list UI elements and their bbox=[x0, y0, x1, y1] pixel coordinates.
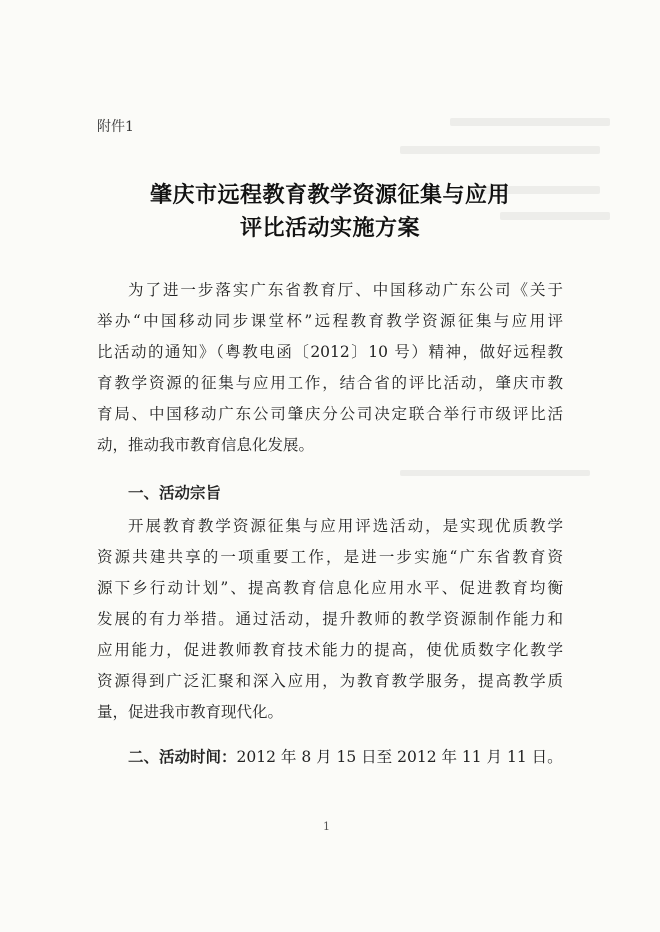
paragraph-line: 育局、中国移动广东公司肇庆分公司决定联合举行市级评比活 bbox=[97, 405, 563, 423]
paragraph-line: 应用能力，促进教师教育技术能力的提高，使优质数字化教学 bbox=[97, 641, 563, 659]
section-1-heading: 一、活动宗旨 bbox=[128, 483, 222, 502]
bleed-through-mark bbox=[400, 146, 600, 154]
document-title-line-1: 肇庆市远程教育教学资源征集与应用 bbox=[149, 182, 510, 208]
section-2 bbox=[97, 741, 563, 772]
paragraph-line: 举办“中国移动同步课堂杯”远程教育教学资源征集与应用评 bbox=[97, 312, 563, 330]
section-1 bbox=[97, 477, 563, 508]
paragraph-line: 资源得到广泛汇聚和深入应用，为教育教学服务，提高教学质 bbox=[97, 672, 563, 690]
section-2-text: 2012 年 8 月 15 日至 2012 年 11 月 11 日。 bbox=[236, 748, 563, 766]
paragraph-line: 发展的有力举措。通过活动，提升教师的教学资源制作能力和 bbox=[97, 610, 563, 628]
paragraph-line: 比活动的通知》（粤教电函〔2012〕10 号）精神，做好远程教 bbox=[97, 343, 563, 361]
paragraph-line: 源下乡行动计划”、提高教育信息化应用水平、促进教育均衡 bbox=[97, 579, 563, 597]
bleed-through-mark bbox=[400, 470, 590, 476]
purpose-paragraph bbox=[97, 511, 563, 728]
paragraph-line: 为了进一步落实广东省教育厅、中国移动广东公司《关于 bbox=[128, 281, 563, 299]
paragraph-line: 育教学资源的征集与应用工作，结合省的评比活动，肇庆市教 bbox=[97, 374, 563, 392]
paragraph-line: 开展教育教学资源征集与应用评选活动，是实现优质教学 bbox=[128, 517, 563, 535]
page-number: 1 bbox=[323, 820, 330, 833]
intro-paragraph bbox=[97, 275, 563, 461]
paragraph-line: 资源共建共享的一项重要工作，是进一步实施“广东省教育资 bbox=[97, 548, 563, 566]
section-2-heading: 二、活动时间： bbox=[128, 747, 237, 766]
paragraph-line: 量，促进我市教育现代化。 bbox=[97, 703, 284, 721]
paragraph-line: 动，推动我市教育信息化发展。 bbox=[97, 436, 315, 454]
section-2-line bbox=[97, 741, 563, 772]
bleed-through-mark bbox=[450, 118, 610, 126]
attachment-label: 附件1 bbox=[97, 119, 134, 135]
document-title-line-2: 评比活动实施方案 bbox=[239, 215, 420, 241]
